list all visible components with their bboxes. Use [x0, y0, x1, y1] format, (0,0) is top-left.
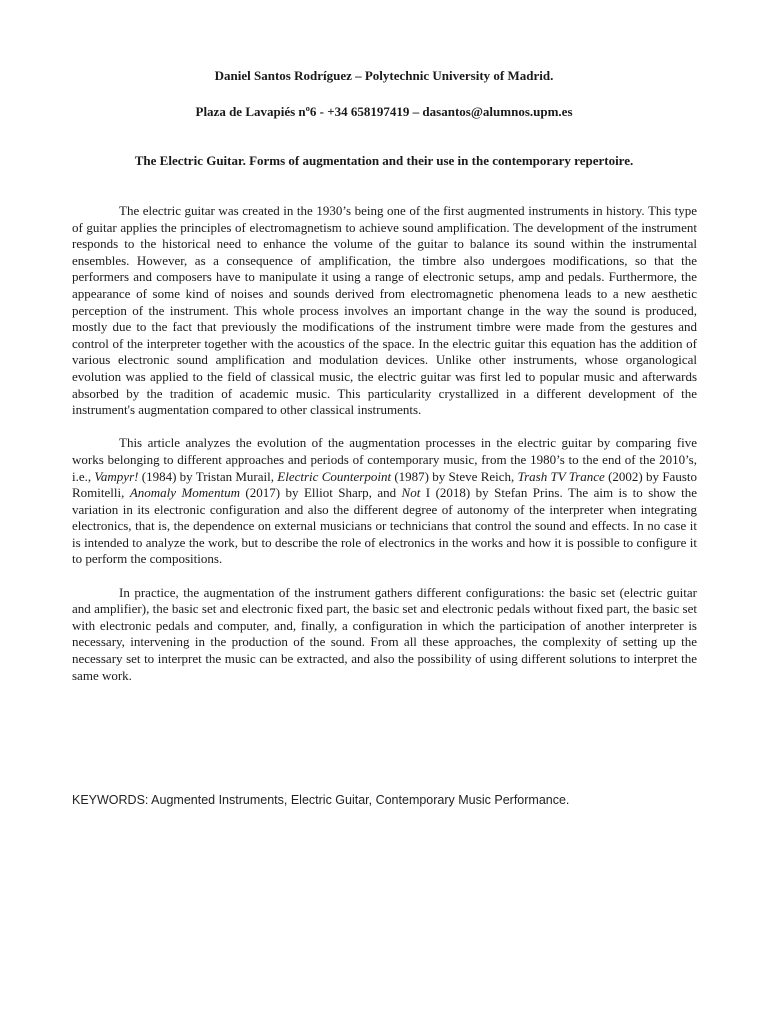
paragraph-2-text: (1987) by Steve Reich,	[391, 468, 518, 484]
paragraph-2-text: This article analyzes the evolution of the augmentation processes in the electric guitar by comparing five works belonging to different approaches and periods of contemporary music, from the 1980’s to the end of the 2010’s, i.e.,	[72, 435, 697, 484]
abstract-body	[72, 203, 697, 701]
paragraph-2	[72, 435, 697, 568]
work-title: Electric Counterpoint	[277, 468, 392, 484]
paragraph-1: The electric guitar was created in the 1930’s being one of the first augmented instruments in history. This type of guitar applies the principles of electromagnetism to achieve sound amplification. The development of the instrument responds to the historical need to enhance the volume of the guitar to balance its sound within the instrumental ensembles. However, as a consequence of amplification, the timbre also undergoes modifications, so that the performers and composers have to manipulate it using a range of electronic setups, amp and pedals. Furthermore, the appearance of some kind of noises and sounds derived from electromagnetic phenomena leads to a new aesthetic perception of the instrument. This whole process involves an important change in the way the sound is produced, mostly due to the fact that previously the modifications of the instrument timbre were made from the gestures and control of the interpreter together with the acoustics of the space. In the electric guitar this equation has the addition of various electronic sound amplification and modulation devices. Unlike other instruments, whose organological evolution was applied to the field of classical music, the electric guitar was first led to popular music and afterwards absorbed by the tradition of academic music. This particularity crystallized in a different development of the instrument's augmentation compared to other classical instruments.	[72, 203, 697, 418]
work-title: Anomaly Momentum	[129, 485, 240, 501]
author-line: Daniel Santos Rodríguez – Polytechnic University of Madrid.	[214, 68, 554, 83]
paper-title: The Electric Guitar. Forms of augmentation and their use in the contemporary repertoire.	[134, 153, 634, 168]
paragraph-3: In practice, the augmentation of the instrument gathers different configurations: the basic set (electric guitar and amplifier), the basic set and electronic fixed part, the basic set and electronic pedals without fixed part, the basic set with electronic pedals and computer, and, finally, a configuration in which the participation of another interpreter is necessary, intervening in the production of the sound. From all these approaches, the complexity of setting up the necessary set to interpret the music can be extracted, and also the possibility of using different solutions to interpret the same work.	[72, 584, 697, 683]
work-title: Trash TV Trance	[517, 468, 605, 484]
contact-line: Plaza de Lavapiés nº6 - +34 658197419 – dasantos@alumnos.upm.es	[195, 104, 573, 119]
keywords-line: KEYWORDS: Augmented Instruments, Electric Guitar, Contemporary Music Performance.	[72, 793, 570, 807]
paragraph-2-text: (1984) by Tristan Murail,	[138, 468, 278, 484]
paragraph-2-text: I (2018) by Stefan Prins. The aim is to show the variation in its electronic configuration and also the different degree of autonomy of the interpreter when integrating electronics, that is, the dependence on external musicians or technicians that control the sound and effects. In no case it is intended to analyze the work, but to describe the role of electronics in the works and how it is possible to configure it to perform the compositions.	[72, 485, 697, 567]
paragraph-2-text: (2002) by Fausto Romitelli,	[72, 468, 697, 501]
work-title: Vampyr!	[94, 468, 139, 484]
paragraph-2-text: (2017) by Elliot Sharp, and	[239, 485, 402, 501]
work-title: Not	[401, 485, 421, 501]
